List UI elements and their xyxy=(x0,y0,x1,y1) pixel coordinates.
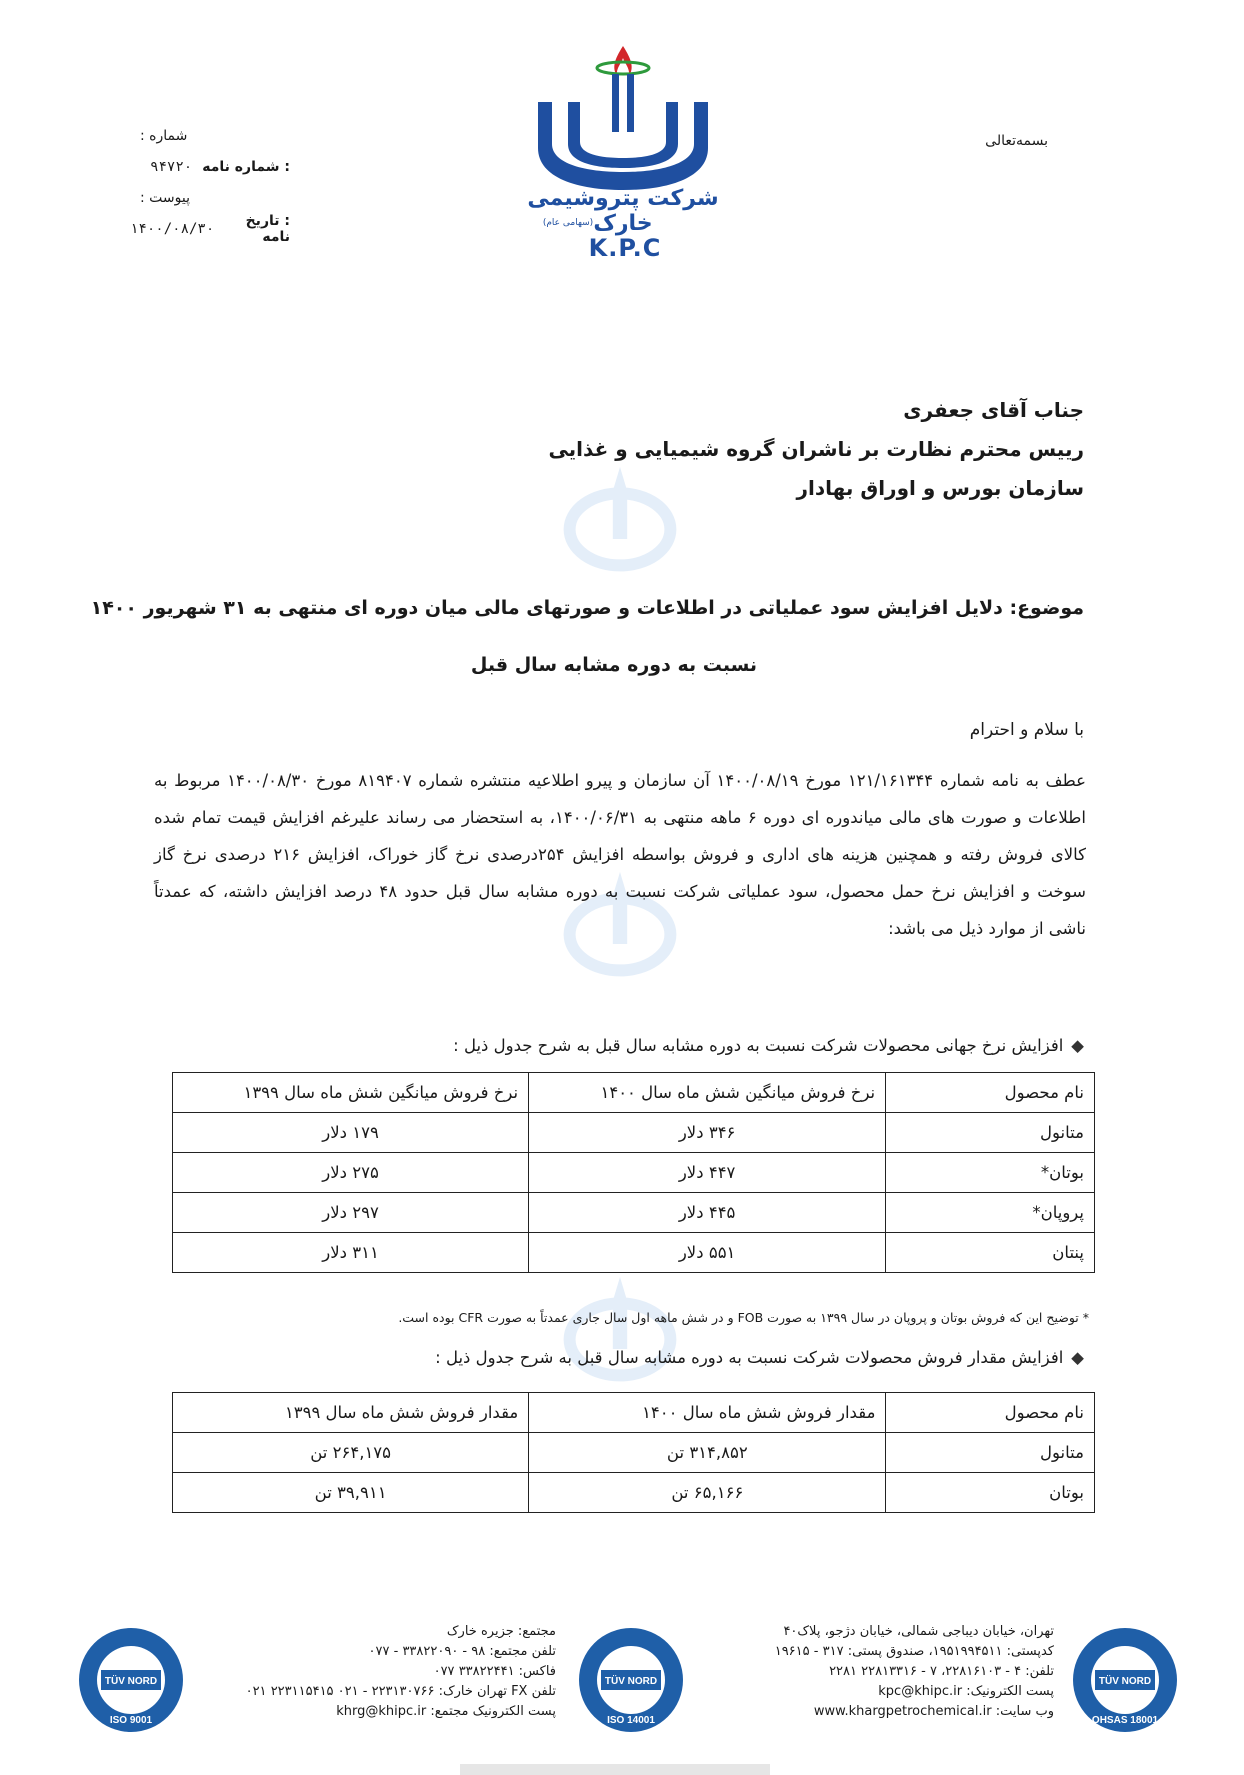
meta-row xyxy=(130,120,290,151)
table-header: نرخ فروش میانگین شش ماه سال ۱۳۹۹ xyxy=(173,1073,529,1113)
value-cell: ۲۷۵ دلار xyxy=(173,1153,529,1193)
watermark-logo xyxy=(560,1265,680,1385)
bullet-item xyxy=(453,1036,1084,1055)
footer-line: وب سایت: www.khargpetrochemical.ir xyxy=(813,1704,1054,1719)
iso9001-certificate-icon xyxy=(76,1625,186,1735)
badge-bottom-text: ISO 14001 xyxy=(607,1715,655,1726)
footer-line: کدپستی: ۱۹۵۱۹۹۴۵۱۱، صندوق پستی: ۳۱۷ - ۱۹۶۱۵ xyxy=(774,1644,1054,1659)
footer-line: تلفن FX تهران خارک: ۲۲۳۱۳۰۷۶۶ - ۰۲۱ ۲۲۳۱۱۵۴۱۵ ۰۲۱ xyxy=(245,1684,556,1699)
value-cell: ۶۵,۱۶۶ تن xyxy=(529,1473,886,1513)
attachment-label: پیوست : xyxy=(140,189,190,206)
footer-line: پست الکترونیک مجتمع: khrg@khipc.ir xyxy=(336,1704,556,1719)
subject-line-2: نسبت به دوره مشابه سال قبل xyxy=(470,654,758,676)
letter-date-label: : تاریخ نامه xyxy=(245,212,290,245)
bullet-icon: ◆ xyxy=(1071,1348,1084,1367)
letter-meta xyxy=(130,120,290,244)
letter-date-value: ۱۴۰۰/۰۸/۳۰ xyxy=(130,220,215,237)
value-cell: ۳۱۱ دلار xyxy=(173,1233,529,1273)
table-row xyxy=(173,1233,1095,1273)
badge-top-text: TÜV NORD xyxy=(1098,1676,1152,1687)
bullet-text: افزایش نرخ جهانی محصولات شرکت نسبت به دوره مشابه سال قبل به شرح جدول ذیل : xyxy=(453,1036,1064,1055)
company-abbr: K.P.C xyxy=(588,234,662,262)
footer-kharg-address xyxy=(246,1622,556,1722)
letter-number-value: ۹۴۷۲۰ xyxy=(150,158,193,175)
value-cell: ۳۹,۹۱۱ تن xyxy=(173,1473,529,1513)
scan-edge xyxy=(460,1764,770,1775)
meta-row xyxy=(130,213,290,244)
value-cell: ۴۴۷ دلار xyxy=(529,1153,886,1193)
footer-line: تلفن: ۴ - ۲۲۸۱۶۱۰۳، ۷ - ۲۲۸۱۳۳۱۶ ۲۲۸۱ xyxy=(829,1664,1054,1679)
volume-table xyxy=(172,1392,1095,1513)
value-cell: ۵۵۱ دلار xyxy=(529,1233,886,1273)
footer-line: مجتمع: جزیره خارک xyxy=(446,1624,556,1639)
addressee-org: سازمان بورس و اوراق بهادار xyxy=(796,476,1084,500)
addressee-name: جناب آقای جعفری xyxy=(903,398,1084,422)
product-cell: بوتان xyxy=(886,1473,1095,1513)
table-row xyxy=(173,1153,1095,1193)
product-cell: پروپان* xyxy=(886,1193,1095,1233)
table-header-row xyxy=(173,1393,1095,1433)
value-cell: ۴۴۵ دلار xyxy=(529,1193,886,1233)
badge-top-text: TÜV NORD xyxy=(104,1676,158,1687)
table-row xyxy=(173,1433,1095,1473)
product-cell: متانول xyxy=(886,1433,1095,1473)
footnote: * توضیح این که فروش بوتان و پروپان در سال ۱۳۹۹ به صورت FOB و در شش ماهه اول سال جاری عمدتاً به صورت CFR بوده است. xyxy=(398,1310,1089,1325)
value-cell: ۲۶۴,۱۷۵ تن xyxy=(173,1433,529,1473)
subject-line: موضوع: دلایل افزایش سود عملیاتی در اطلاعات و صورتهای مالی میان دوره ای منتهی به ۳۱ شهریور ۱۴۰۰ xyxy=(90,597,1084,619)
footer-line: پست الکترونیک: kpc@khipc.ir xyxy=(878,1684,1054,1699)
number-label: شماره : xyxy=(140,127,188,144)
value-cell: ۳۴۶ دلار xyxy=(529,1113,886,1153)
product-cell: بوتان* xyxy=(886,1153,1095,1193)
meta-row xyxy=(130,151,290,182)
footer-line: فاکس: ۳۳۸۲۲۴۴۱ ۰۷۷ xyxy=(433,1664,556,1679)
table-row xyxy=(173,1473,1095,1513)
product-cell: متانول xyxy=(886,1113,1095,1153)
price-table xyxy=(172,1072,1095,1273)
meta-row xyxy=(130,182,290,213)
product-cell: پنتان xyxy=(886,1233,1095,1273)
table-header: نام محصول xyxy=(886,1073,1095,1113)
company-name: شرکت پتروشیمی خارک xyxy=(527,186,719,236)
table-row xyxy=(173,1193,1095,1233)
iso14001-certificate-icon xyxy=(576,1625,686,1735)
value-cell: ۱۷۹ دلار xyxy=(173,1113,529,1153)
kpc-logo-icon xyxy=(508,44,738,194)
addressee-title: رییس محترم نظارت بر ناشران گروه شیمیایی و غذایی xyxy=(548,437,1084,461)
besmehtaala: بسمه‌تعالی xyxy=(985,133,1048,149)
badge-top-text: TÜV NORD xyxy=(604,1676,658,1687)
footer-line: تهران، خیابان دیباجی شمالی، خیابان دژجو، پلاک۴۰ xyxy=(783,1624,1054,1639)
value-cell: ۳۱۴,۸۵۲ تن xyxy=(529,1433,886,1473)
footer-line: تلفن مجتمع: ۹۸ - ۳۳۸۲۲۰۹۰ - ۰۷۷ xyxy=(368,1644,556,1659)
badge-bottom-text: ISO 9001 xyxy=(109,1715,153,1726)
table-header: نرخ فروش میانگین شش ماه سال ۱۴۰۰ xyxy=(529,1073,886,1113)
bullet-item xyxy=(435,1348,1084,1367)
table-header: مقدار فروش شش ماه سال ۱۳۹۹ xyxy=(173,1393,529,1433)
greeting: با سلام و احترام xyxy=(969,720,1084,740)
value-cell: ۲۹۷ دلار xyxy=(173,1193,529,1233)
body-paragraph: عطف به نامه شماره ۱۲۱/۱۶۱۳۴۴ مورخ ۱۴۰۰/۰۸/۱۹ آن سازمان و پیرو اطلاعیه منتشره شماره ۸۱۹۴۰۷ مورخ ۱۴۰۰/۰۸/۳۰ مربوط به اطلاعات و صورت های مالی میاندوره ای دوره ۶ ماهه منتهی به ۱۴۰۰/۰۶/۳۱، به استحضار می رساند علیرغم افزایش قیمت تمام شده کالای فروش رفته و همچنین هزینه های اداری و فروش بواسطه افزایش ۲۵۴درصدی نرخ گاز خوراک، افزایش ۲۱۶ درصدی نرخ گاز سوخت و افزایش نرخ حمل محصول، سود عملیاتی شرکت نسبت به دوره مشابه سال قبل حدود ۴۸ درصد افزایش داشته، که عمدتاً ناشی از موارد ذیل می باشد: xyxy=(154,771,1087,938)
watermark-logo xyxy=(560,455,680,575)
table-row xyxy=(173,1113,1095,1153)
table-header: مقدار فروش شش ماه سال ۱۴۰۰ xyxy=(529,1393,886,1433)
footer-tehran-address xyxy=(775,1622,1054,1722)
bullet-icon: ◆ xyxy=(1071,1036,1084,1055)
letter-number-label: : شماره نامه xyxy=(202,158,290,175)
badge-bottom-text: OHSAS 18001 xyxy=(1091,1715,1159,1726)
table-header-row xyxy=(173,1073,1095,1113)
bullet-text: افزایش مقدار فروش محصولات شرکت نسبت به دوره مشابه سال قبل به شرح جدول ذیل : xyxy=(435,1348,1064,1367)
company-type: (سهامی عام) xyxy=(542,218,594,228)
table-header: نام محصول xyxy=(886,1393,1095,1433)
ohsas-certificate-icon xyxy=(1070,1625,1180,1735)
